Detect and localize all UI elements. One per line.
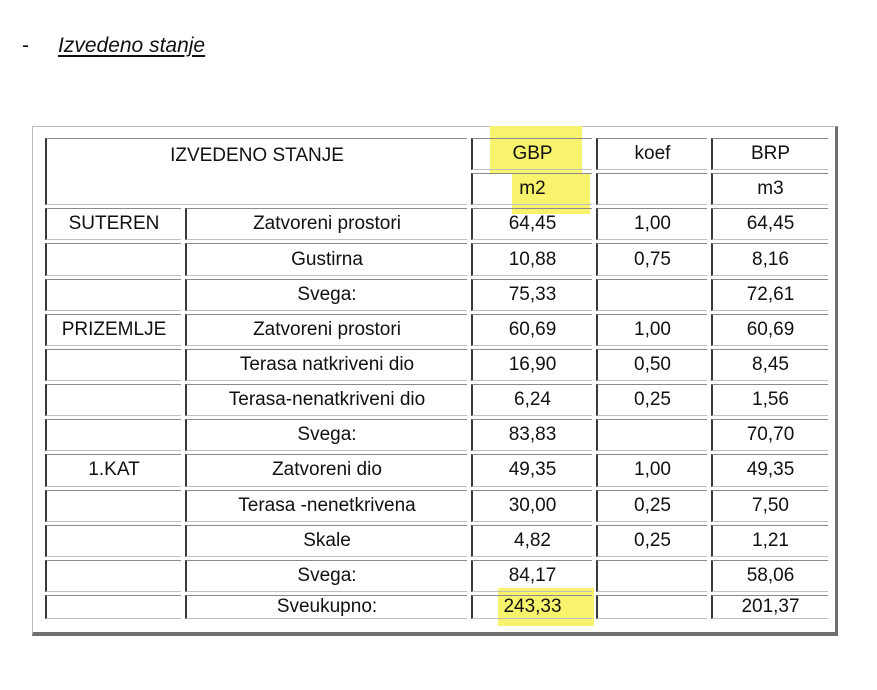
header-gbp: GBP <box>471 138 592 170</box>
group-cell <box>45 419 181 451</box>
group-text: PRIZEMLJE <box>61 318 167 340</box>
brp-text: 8,45 <box>752 353 789 375</box>
gbp-text: 243,33 <box>503 596 562 617</box>
brp-text: 7,50 <box>752 494 789 516</box>
gbp-text: 16,90 <box>508 353 557 375</box>
koef-cell <box>596 560 707 592</box>
unit-brp: m3 <box>711 173 828 205</box>
gbp-cell <box>471 525 592 557</box>
koef-text: 0,50 <box>634 353 671 375</box>
brp-cell <box>711 525 828 557</box>
item-text: Svega: <box>297 283 357 305</box>
gbp-cell <box>471 208 592 240</box>
table-title-cell <box>45 138 467 205</box>
koef-cell <box>596 314 707 346</box>
gbp-cell <box>471 384 592 416</box>
brp-text: 72,61 <box>746 283 795 305</box>
section-heading <box>22 34 205 58</box>
unit-koef <box>596 173 707 205</box>
gbp-cell <box>471 595 592 619</box>
brp-text: 8,16 <box>752 248 789 270</box>
gbp-text: 84,17 <box>508 564 557 586</box>
heading-dash: - <box>22 34 29 57</box>
brp-text: 1,56 <box>752 389 789 411</box>
koef-cell <box>596 208 707 240</box>
gbp-text: 10,88 <box>508 248 557 270</box>
koef-text: 0,25 <box>634 494 671 516</box>
table-title: IZVEDENO STANJE <box>170 145 344 166</box>
brp-text: 49,35 <box>746 459 795 481</box>
item-text: Terasa -nenetkrivena <box>238 494 416 516</box>
item-cell <box>185 490 467 522</box>
gbp-text: 75,33 <box>508 283 557 305</box>
brp-cell <box>711 243 828 275</box>
group-cell <box>45 384 181 416</box>
gbp-text: 6,24 <box>514 389 551 411</box>
gbp-cell <box>471 419 592 451</box>
item-cell <box>185 314 467 346</box>
brp-text: 1,21 <box>752 529 789 551</box>
item-text: Terasa-nenatkriveni dio <box>228 389 426 411</box>
item-text: Svega: <box>297 424 357 446</box>
brp-cell <box>711 384 828 416</box>
group-text: SUTEREN <box>68 213 160 235</box>
item-text: Svega: <box>297 564 357 586</box>
gbp-cell <box>471 349 592 381</box>
brp-cell <box>711 490 828 522</box>
koef-cell <box>596 349 707 381</box>
koef-text: 0,25 <box>634 389 671 411</box>
brp-cell <box>711 349 828 381</box>
unit-gbp: m2 <box>471 173 592 205</box>
koef-cell <box>596 384 707 416</box>
item-cell <box>185 243 467 275</box>
izvedeno-stanje-table <box>45 138 832 622</box>
item-cell <box>185 525 467 557</box>
gbp-text: 83,83 <box>508 424 557 446</box>
gbp-text: 30,00 <box>508 494 557 516</box>
koef-text: 1,00 <box>634 213 671 235</box>
group-text: 1.KAT <box>88 459 140 481</box>
brp-text: 64,45 <box>746 213 795 235</box>
brp-cell <box>711 560 828 592</box>
group-cell <box>45 490 181 522</box>
koef-cell <box>596 595 707 619</box>
gbp-cell <box>471 454 592 486</box>
brp-cell <box>711 208 828 240</box>
gbp-cell <box>471 279 592 311</box>
brp-text: 58,06 <box>746 564 795 586</box>
group-cell <box>45 595 181 619</box>
gbp-text: 49,35 <box>508 459 557 481</box>
koef-cell <box>596 525 707 557</box>
brp-text: 201,37 <box>741 596 800 617</box>
heading-title: Izvedeno stanje <box>58 34 206 57</box>
koef-cell <box>596 243 707 275</box>
group-cell <box>45 560 181 592</box>
header-koef: koef <box>596 138 707 170</box>
item-text: Gustirna <box>291 248 363 270</box>
group-cell <box>45 279 181 311</box>
item-text: Zatvoreni prostori <box>253 213 401 235</box>
item-text: Zatvoreni prostori <box>253 318 401 340</box>
item-cell <box>185 454 467 486</box>
brp-text: 70,70 <box>746 424 795 446</box>
koef-text: 0,75 <box>634 248 671 270</box>
brp-cell <box>711 419 828 451</box>
koef-text: 0,25 <box>634 529 671 551</box>
group-cell <box>45 454 181 486</box>
koef-cell <box>596 419 707 451</box>
koef-text: 1,00 <box>634 318 671 340</box>
gbp-cell <box>471 243 592 275</box>
item-cell <box>185 384 467 416</box>
item-cell <box>185 595 467 619</box>
item-cell <box>185 560 467 592</box>
gbp-cell <box>471 560 592 592</box>
item-text: Terasa natkriveni dio <box>239 353 415 375</box>
gbp-cell <box>471 490 592 522</box>
gbp-cell <box>471 314 592 346</box>
gbp-text: 60,69 <box>508 318 557 340</box>
item-cell <box>185 279 467 311</box>
brp-cell <box>711 279 828 311</box>
brp-cell <box>711 595 828 619</box>
group-cell <box>45 525 181 557</box>
koef-cell <box>596 279 707 311</box>
koef-cell <box>596 490 707 522</box>
item-cell <box>185 419 467 451</box>
koef-text: 1,00 <box>634 459 671 481</box>
item-text: Skale <box>303 529 351 551</box>
item-cell <box>185 208 467 240</box>
item-text: Zatvoreni dio <box>272 459 382 481</box>
group-cell <box>45 349 181 381</box>
item-cell <box>185 349 467 381</box>
header-brp: BRP <box>711 138 828 170</box>
brp-cell <box>711 314 828 346</box>
gbp-text: 4,82 <box>514 529 551 551</box>
group-cell <box>45 208 181 240</box>
gbp-text: 64,45 <box>508 213 557 235</box>
group-cell <box>45 243 181 275</box>
item-text: Sveukupno: <box>276 596 378 617</box>
brp-text: 60,69 <box>746 318 795 340</box>
brp-cell <box>711 454 828 486</box>
koef-cell <box>596 454 707 486</box>
group-cell <box>45 314 181 346</box>
